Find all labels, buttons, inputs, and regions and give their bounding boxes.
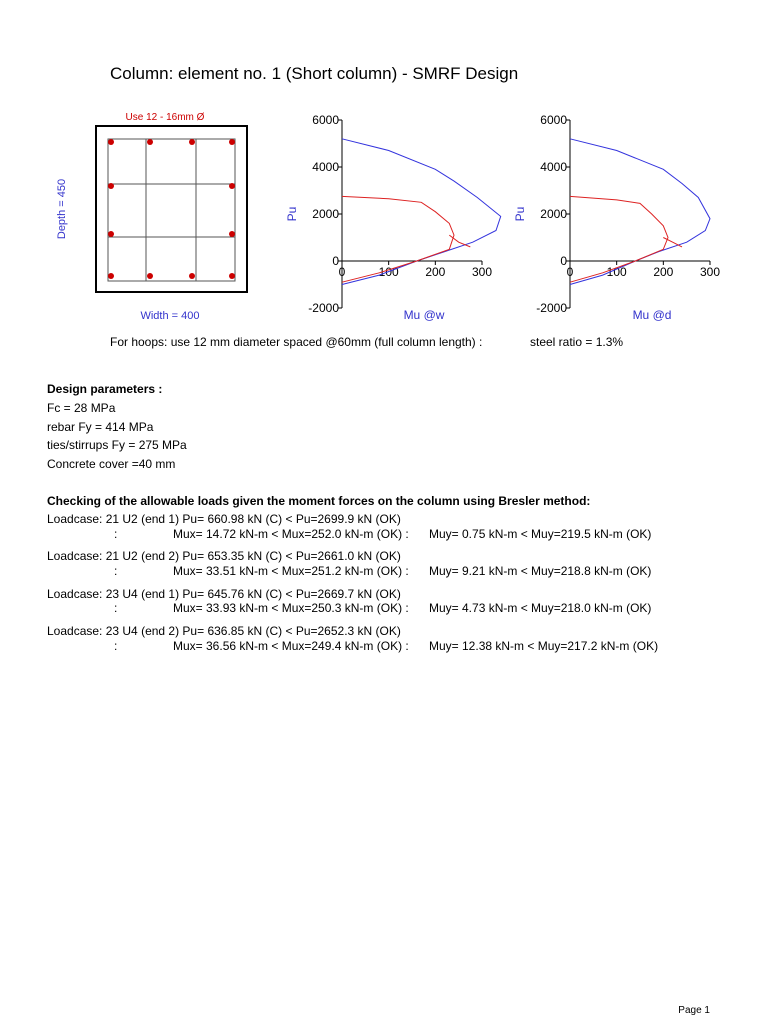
x-tick-label: 200 bbox=[425, 265, 446, 279]
y-axis-label: Pu bbox=[513, 206, 527, 222]
rebar-dot bbox=[108, 183, 114, 189]
x-tick-label: 200 bbox=[653, 265, 674, 279]
loadcase-mux: Mux= 14.72 kN-m < Mux=252.0 kN-m (OK) : bbox=[173, 527, 409, 541]
loadcase-colon: : bbox=[114, 564, 118, 578]
x-axis-label: Mu @w bbox=[403, 308, 445, 322]
y-tick-label: 2000 bbox=[540, 207, 567, 221]
y-tick-label: 4000 bbox=[312, 160, 339, 174]
rebar-dot bbox=[229, 139, 235, 145]
x-tick-label: 300 bbox=[699, 265, 721, 279]
y-tick-label: 0 bbox=[332, 254, 339, 268]
loadcase-line: Loadcase: 23 U4 (end 2) Pu= 636.85 kN (C) < Pu=2652.3 kN (OK) bbox=[47, 624, 401, 638]
page-number: Page 1 bbox=[678, 1005, 710, 1016]
loadcase-muy: Muy= 0.75 kN-m < Muy=219.5 kN-m (OK) bbox=[429, 527, 652, 541]
loadcase-colon: : bbox=[114, 601, 118, 615]
design-param-item: Fc = 28 MPa bbox=[47, 401, 116, 415]
loadcase-muy: Muy= 9.21 kN-m < Muy=218.8 kN-m (OK) bbox=[429, 564, 652, 578]
design-params-heading: Design parameters : bbox=[47, 382, 163, 396]
interaction-chart-mu-w bbox=[272, 106, 502, 326]
x-axis-label: Mu @d bbox=[632, 308, 672, 322]
rebar-dot bbox=[229, 231, 235, 237]
y-tick-label: 2000 bbox=[312, 207, 339, 221]
loadcase-muy: Muy= 4.73 kN-m < Muy=218.0 kN-m (OK) bbox=[429, 601, 652, 615]
page-title: Column: element no. 1 (Short column) - SMRF Design bbox=[110, 64, 519, 83]
width-label: Width = 400 bbox=[140, 310, 200, 322]
y-tick-label: -2000 bbox=[536, 301, 567, 315]
column-section-drawing bbox=[50, 104, 260, 324]
stirrup-outline bbox=[108, 139, 235, 281]
rebar-group bbox=[108, 139, 235, 279]
loadcase-mux: Mux= 33.51 kN-m < Mux=251.2 kN-m (OK) : bbox=[173, 564, 409, 578]
loadcase-mux: Mux= 33.93 kN-m < Mux=250.3 kN-m (OK) : bbox=[173, 601, 409, 615]
rebar-dot bbox=[108, 273, 114, 279]
design-param-item: rebar Fy = 414 MPa bbox=[47, 420, 154, 434]
interaction-curve bbox=[342, 139, 501, 285]
interaction-curve bbox=[570, 139, 710, 285]
y-tick-label: 4000 bbox=[540, 160, 567, 174]
y-tick-label: 6000 bbox=[540, 113, 567, 127]
rebar-dot bbox=[229, 273, 235, 279]
interaction-chart-mu-d bbox=[500, 106, 730, 326]
rebar-dot bbox=[108, 231, 114, 237]
rebar-dot bbox=[189, 273, 195, 279]
y-tick-label: 0 bbox=[560, 254, 567, 268]
y-axis-label: Pu bbox=[285, 206, 299, 222]
loadcase-line: Loadcase: 23 U4 (end 1) Pu= 645.76 kN (C) < Pu=2669.7 kN (OK) bbox=[47, 587, 401, 601]
x-tick-label: 100 bbox=[378, 265, 399, 279]
x-tick-label: 0 bbox=[338, 265, 346, 279]
design-param-item: Concrete cover =40 mm bbox=[47, 457, 176, 471]
rebar-dot bbox=[147, 273, 153, 279]
rebar-dot bbox=[189, 139, 195, 145]
rebar-dot bbox=[229, 183, 235, 189]
y-tick-label: -2000 bbox=[308, 301, 339, 315]
loadcase-line: Loadcase: 21 U2 (end 1) Pu= 660.98 kN (C) < Pu=2699.9 kN (OK) bbox=[47, 512, 401, 526]
steel-ratio: steel ratio = 1.3% bbox=[530, 335, 624, 349]
loadcase-muy: Muy= 12.38 kN-m < Muy=217.2 kN-m (OK) bbox=[429, 639, 659, 653]
hoops-note: For hoops: use 12 mm diameter spaced @60mm (full column length) : bbox=[110, 335, 483, 349]
design-param-item: ties/stirrups Fy = 275 MPa bbox=[47, 438, 187, 452]
rebar-dot bbox=[108, 139, 114, 145]
y-tick-label: 6000 bbox=[312, 113, 339, 127]
loadcase-colon: : bbox=[114, 639, 118, 653]
loadcase-line: Loadcase: 21 U2 (end 2) Pu= 653.35 kN (C) < Pu=2661.0 kN (OK) bbox=[47, 549, 401, 563]
x-tick-label: 300 bbox=[471, 265, 493, 279]
x-tick-label: 100 bbox=[606, 265, 627, 279]
check-heading: Checking of the allowable loads given the moment forces on the column using Bresler method: bbox=[47, 494, 591, 508]
rebar-dot bbox=[147, 139, 153, 145]
column-outline bbox=[96, 126, 247, 292]
loadcase-colon: : bbox=[114, 527, 118, 541]
rebar-note: Use 12 - 16mm Ø bbox=[125, 112, 205, 123]
x-tick-label: 0 bbox=[566, 265, 574, 279]
loadcase-mux: Mux= 36.56 kN-m < Mux=249.4 kN-m (OK) : bbox=[173, 639, 409, 653]
depth-label: Depth = 450 bbox=[56, 178, 68, 240]
